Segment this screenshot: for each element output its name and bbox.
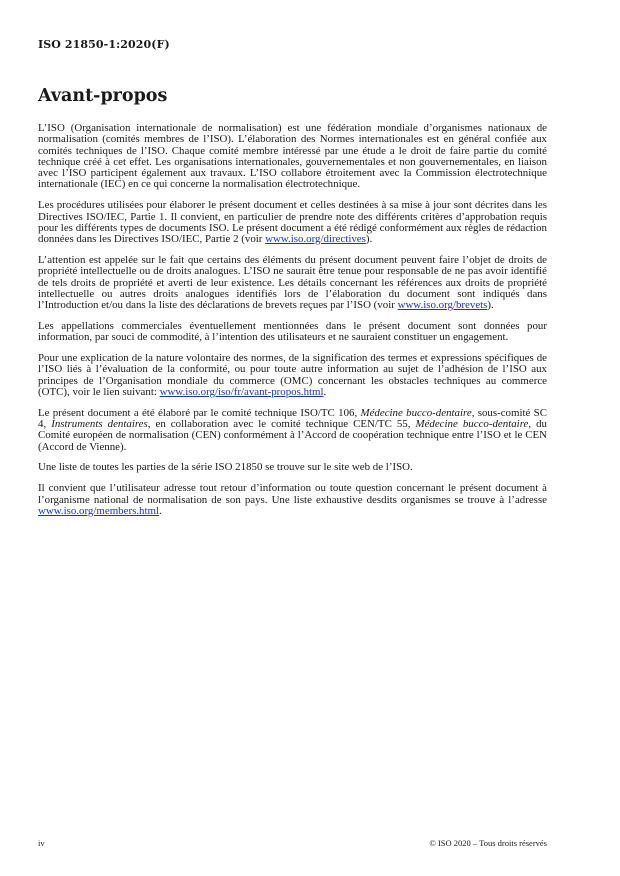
page-title: Avant-propos [38,86,168,106]
paragraph-text: ). [365,233,373,246]
page-footer [38,838,547,848]
paragraph-text: , sous-comité SC 4, [38,406,547,431]
copyright-notice: © ISO 2020 – Tous droits réservés [429,838,547,848]
paragraph-series-list: Une liste de toutes les parties de la série ISO 21850 se trouve sur le site web de l’ISO. [38,461,413,474]
paragraph-patents [38,255,547,311]
members-link[interactable]: www.iso.org/members.html [38,504,159,517]
paragraph-iso-organisation: L’ISO (Organisation internationale de normalisation) est une fédération mondiale d’organismes nationaux de normalisation (comités membres de l’ISO). L’élaboration des Normes internationales est en général confiée aux comités techniques de l’ISO. Chaque comité membre intéressé par une étude a le droit de faire partie du comité technique créé à cet effet. Les organisations internationales, gouvernementales et non gouvernementales, en liaison avec l’ISO participent également aux travaux. L’ISO collabore étroitement avec la Commission électrotechnique internationale (IEC) en ce qui concerne la normalisation électrotechnique. [38,122,547,191]
directives-link[interactable]: www.iso.org/directives [265,233,366,246]
paragraph-voluntary-nature [38,353,547,398]
paragraph-committee [38,408,547,453]
paragraph-text: . [159,504,162,517]
paragraph-text: , en collaboration avec le comité technique CEN/TC 55, [147,418,416,431]
paragraph-text: Les procédures utilisées pour élaborer le présent document et celles destinées à sa mise à jour sont décrites dans les Directives ISO/IEC, Partie 1. Il convient, en particulier de prendre note des différents critères d’approbation requis pour les différents types de documents ISO. Le présent document a été rédigé conformément aux règles de rédaction données dans les Directives ISO/IEC, Partie 2 (voir [38,199,547,246]
subcommittee-name: Instruments dentaires [51,418,148,431]
paragraph-text: Il convient que l’utilisateur adresse tout retour d’information ou toute question concernant le présent document à l’organisme national de normalisation de son pays. Une liste exhaustive desdits organismes se trouve à l’adresse [38,482,547,506]
paragraph-text: , du Comité européen de normalisation (CEN) conformément à l’Accord de coopération technique entre l’ISO et le CEN (Accord de Vienne). [38,418,548,453]
document-id-header: ISO 21850-1:2020(F) [38,38,170,51]
paragraph-feedback [38,483,547,517]
committee-name: Médecine bucco-dentaire [360,406,472,419]
cen-committee-name: Médecine bucco-dentaire [415,418,529,431]
paragraph-text: L’attention est appelée sur le fait que certains des éléments du présent document peuvent faire l’objet de droits de propriété intellectuelle ou de droits analogues. L’ISO ne saurait être tenue pour responsable de ne pas avoir identifié de tels droits de propriété et averti de leur existence. Les détails concernant les références aux droits de propriété intellectuelle ou autres droits analogues identifiés lors de l’élaboration du document sont indiqués dans l’Introduction et/ou dans la liste des déclarations de brevets reçues par l’ISO (voir [38,253,547,312]
foreword-link[interactable]: www.iso.org/iso/fr/avant-propos.html [159,385,324,398]
paragraph-text: . [323,385,327,398]
paragraph-text: Le présent document a été élaboré par le comité technique ISO/TC 106, [38,406,361,419]
paragraph-trade-names: Les appellations commerciales éventuellement mentionnées dans le présent document sont données pour information, par souci de commodité, à l’intention des utilisateurs et ne sauraient constituer un engagement. [38,319,547,344]
paragraph-procedures [38,200,547,245]
foreword-body [38,123,547,527]
page-number: iv [38,838,45,848]
patents-link[interactable]: www.iso.org/brevets [397,299,488,312]
paragraph-text: Pour une explication de la nature volontaire des normes, de la signification des termes et expressions spécifiques de l’ISO liés à l’évaluation de la conformité, ou pour toute autre information au sujet de l’adhésion de l’ISO aux principes de l’Organisation mondiale du commerce (OMC) concernant les obstacles techniques au commerce (OTC), voir le lien suivant: [38,352,547,398]
paragraph-text: ). [487,299,494,312]
